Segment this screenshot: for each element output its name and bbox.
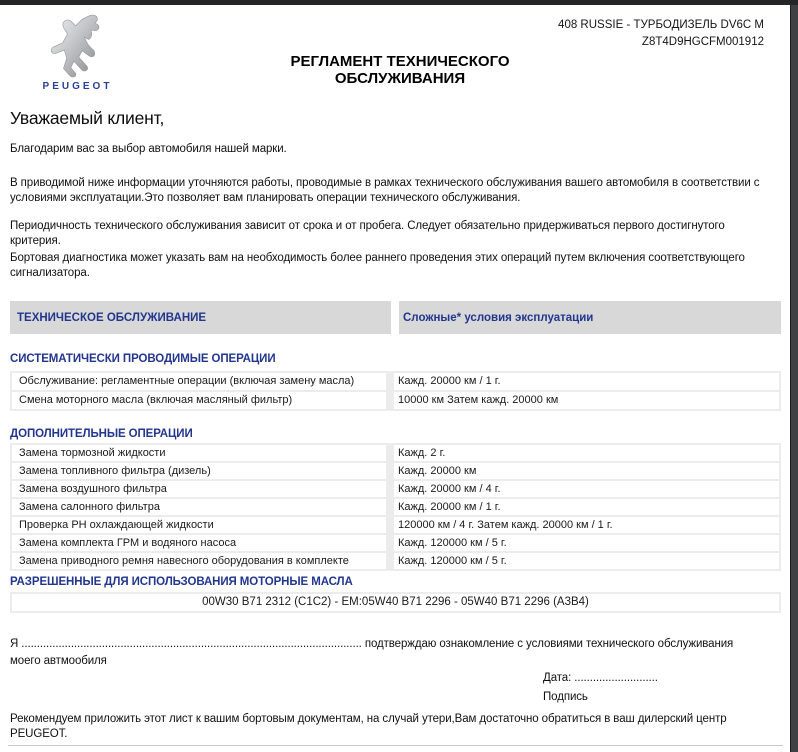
operation-interval: Кажд. 20000 км / 1 г. [394, 373, 779, 390]
operation-label: Замена тормозной жидкости [12, 445, 386, 461]
operation-label: Замена салонного фильтра [12, 499, 386, 515]
table-row [12, 499, 779, 515]
signature-statement-line1: Я .............................................................................................................. подтверждаю ознакомление с условиями технического обслуживания [10, 638, 734, 650]
operation-label: Смена моторного масла (включая масляный фильтр) [12, 392, 386, 409]
signature-label: Подпись [543, 691, 588, 703]
additional-operations-table [10, 443, 781, 571]
section-title-additional: ДОПОЛНИТЕЛЬНЫЕ ОПЕРАЦИИ [10, 428, 193, 440]
operation-interval: Кажд. 120000 км / 5 г. [394, 535, 779, 551]
intro-paragraph-4: Бортовая диагностика может указать вам на необходимость более раннего проведения этих операций путем включения соответствующего сигнализатора. [10, 252, 745, 279]
systematic-operations-table [10, 371, 781, 411]
operation-interval: Кажд. 20000 км / 1 г. [394, 499, 779, 515]
vehicle-header [558, 17, 764, 51]
table-row [12, 535, 779, 551]
vehicle-model: 408 RUSSIE - ТУРБОДИЗЕЛЬ DV6C M [558, 19, 764, 31]
column-header-maintenance [10, 301, 391, 334]
column-header-conditions [399, 301, 781, 334]
approved-oils-table [10, 592, 781, 613]
page-title [150, 53, 650, 87]
signature-statement-line2: моего автмообиля [10, 655, 107, 667]
table-row [12, 517, 779, 533]
column-header-maintenance-label: ТЕХНИЧЕСКОЕ ОБСЛУЖИВАНИЕ [17, 311, 207, 324]
operation-label: Обслуживание: регламентные операции (включая замену масла) [12, 373, 386, 390]
section-title-oils: РАЗРЕШЕННЫЕ ДЛЯ ИСПОЛЬЗОВАНИЯ МОТОРНЫЕ МАСЛА [10, 576, 353, 588]
operation-label: Замена топливного фильтра (дизель) [12, 463, 386, 479]
operation-label: Замена воздушного фильтра [12, 481, 386, 497]
table-row [12, 373, 779, 390]
operation-interval: Кажд. 20000 км / 4 г. [394, 481, 779, 497]
intro-paragraph-3: Периодичность технического обслуживания зависит от срока и от пробега. Следует обязательно придерживаться первого достигнутого критерия. [10, 220, 725, 247]
column-header-conditions-label: Сложные* условия эксплуатации [403, 311, 594, 324]
table-row [12, 481, 779, 497]
operation-label: Замена комплекта ГРМ и водяного насоса [12, 535, 386, 551]
intro-paragraph-1: Благодарим вас за выбор автомобиля нашей марки. [10, 143, 287, 155]
table-row [12, 463, 779, 479]
operation-interval: Кажд. 20000 км [394, 463, 779, 479]
doc-title-line1: РЕГЛАМЕНТ ТЕХНИЧЕСКОГО [290, 53, 510, 70]
document-page [0, 5, 791, 752]
peugeot-lion-icon [39, 13, 117, 79]
bottom-divider [8, 745, 783, 746]
footer-note: Рекомендуем приложить этот лист к вашим бортовым документам, на случай утери,Вам достаточно обратиться в ваш дилерский центр PEUGEOT. [10, 713, 727, 740]
operation-label: Замена приводного ремня навесного оборудования в комплекте [12, 553, 386, 569]
operation-label: Проверка PH охлаждающей жидкости [12, 517, 386, 533]
approved-oils-value: 00W30 B71 2312 (C1C2) - EM:05W40 B71 2296 - 05W40 B71 2296 (A3B4) [12, 594, 779, 611]
section-title-systematic: СИСТЕМАТИЧЕСКИ ПРОВОДИМЫЕ ОПЕРАЦИИ [10, 353, 276, 365]
greeting-text: Уважаемый клиент, [10, 108, 165, 128]
date-label: Дата: ........................... [543, 672, 658, 684]
table-row [12, 445, 779, 461]
peugeot-logo [30, 13, 125, 92]
intro-paragraph-2: В приводимой ниже информации уточняются работы, проводимые в рамках технического обслуживания вашего автомобиля в соответствии с условиями эксплуатации.Это позволяет вам планировать операции технического обслуживания. [10, 177, 760, 204]
table-row [12, 392, 779, 409]
operation-interval: 120000 км / 4 г. Затем кажд. 20000 км / 1 г. [394, 517, 779, 533]
peugeot-brand-text: PEUGEOT [42, 81, 113, 92]
operation-interval: Кажд. 2 г. [394, 445, 779, 461]
doc-title-line2: ОБСЛУЖИВАНИЯ [334, 70, 466, 87]
table-row [12, 553, 779, 569]
operation-interval: Кажд. 120000 км / 5 г. [394, 553, 779, 569]
operation-interval: 10000 км Затем кажд. 20000 км [394, 392, 779, 409]
vin-number: Z8T4D9HGCFM001912 [641, 36, 764, 48]
